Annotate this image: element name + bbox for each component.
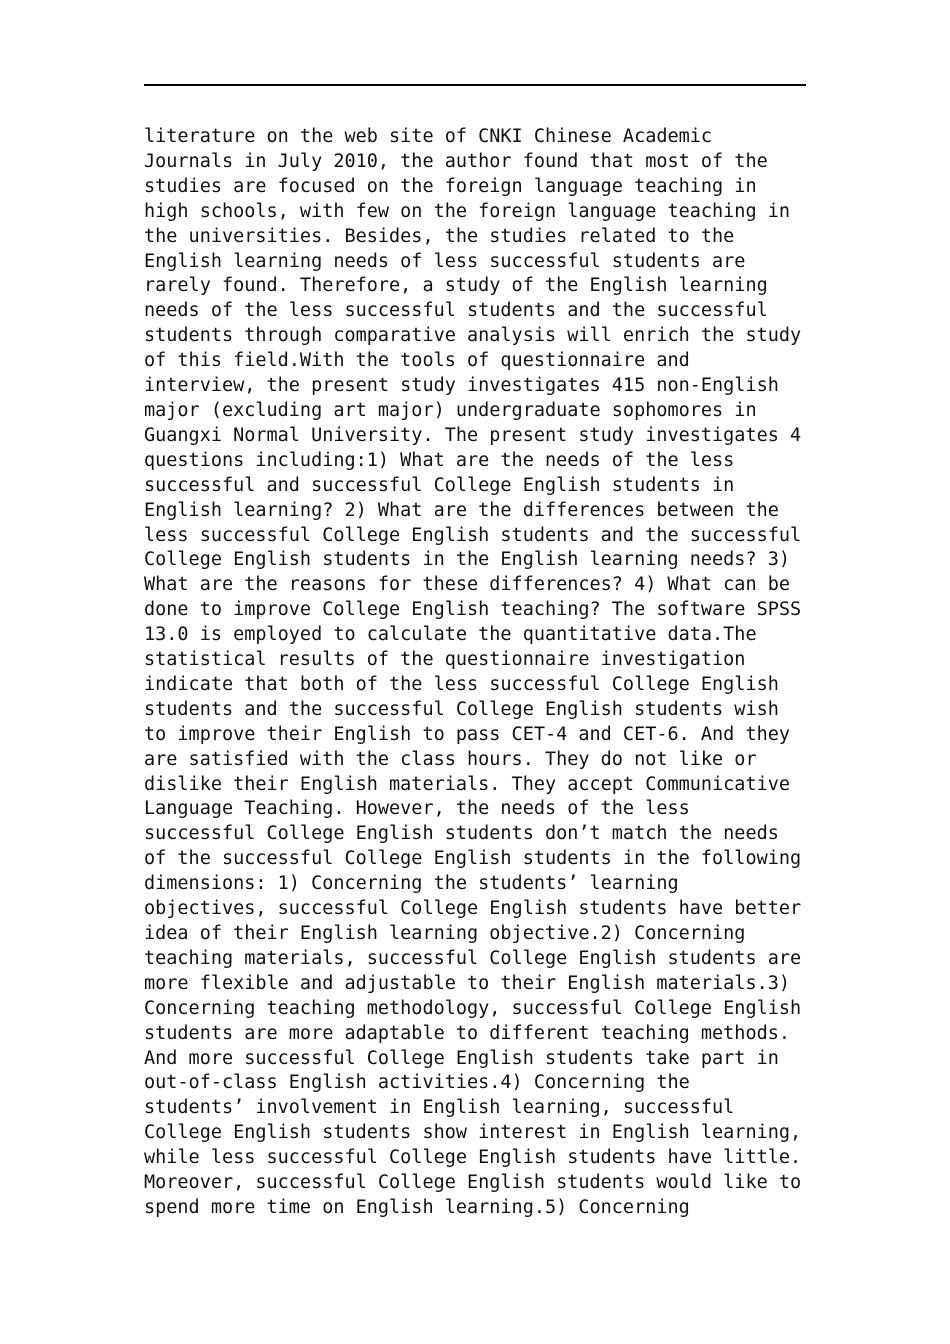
text-line: while less successful College English students have little. — [144, 1147, 802, 1169]
text-line: Language Teaching. However, the needs of the less — [144, 798, 690, 820]
text-line: done to improve College English teaching? The software SPSS — [144, 599, 802, 621]
header-rule — [144, 84, 806, 86]
text-line: indicate that both of the less successful College English — [144, 673, 779, 695]
text-line: successful and successful College English students in — [144, 474, 735, 496]
text-line: 13.0 is employed to calculate the quantitative data.The — [144, 624, 757, 646]
text-line: spend more time on English learning.5) Concerning — [144, 1196, 690, 1218]
text-line: literature on the web site of CNKI Chinese Academic — [144, 126, 713, 147]
text-line: teaching materials, successful College English students are — [144, 947, 802, 969]
text-line: are satisfied with the class hours. They do not like or — [144, 748, 757, 770]
text-line: dislike their English materials. They accept Communicative — [144, 773, 791, 795]
text-line: idea of their English learning objective.2) Concerning — [144, 923, 746, 944]
text-line: needs of the less successful students and the successful — [144, 300, 768, 322]
text-line: Concerning teaching methodology, successful College English — [144, 997, 802, 1019]
text-line: What are the reasons for these differences? 4) What can be — [144, 574, 791, 596]
text-line: of the successful College English students in the following — [144, 848, 802, 870]
text-line: the universities. Besides, the studies related to the — [144, 225, 735, 247]
text-line: students and the successful College English students wish — [144, 698, 779, 720]
text-line: more flexible and adjustable to their English materials.3) — [144, 972, 791, 994]
text-line: less successful College English students and the successful — [144, 524, 802, 546]
text-line: high schools, with few on the foreign language teaching in — [144, 200, 791, 222]
text-line: major (excluding art major) undergraduate sophomores in — [144, 399, 757, 421]
text-line: English learning needs of less successful students are — [144, 250, 746, 272]
text-line: College English students show interest in English learning, — [144, 1122, 802, 1144]
text-line: students are more adaptable to different teaching methods. — [144, 1022, 791, 1044]
text-line: objectives, successful College English students have better — [144, 898, 802, 920]
text-line: Journals in July 2010, the author found that most of the — [144, 150, 768, 172]
text-line: Moreover, successful College English students would like to — [144, 1172, 802, 1194]
text-line: out-of-class English activities.4) Concerning the — [144, 1072, 690, 1094]
text-line: dimensions: 1) Concerning the students’ learning — [144, 873, 679, 895]
text-line: of this field.With the tools of questionnaire and — [144, 350, 690, 372]
text-line: rarely found. Therefore, a study of the English learning — [144, 275, 768, 297]
text-line: students’ involvement in English learning, successful — [144, 1097, 735, 1119]
text-line: to improve their English to pass CET-4 and CET-6. And they — [144, 723, 791, 745]
text-line: And more successful College English students take part in — [144, 1047, 779, 1069]
text-line: questions including:1) What are the needs of the less — [144, 449, 735, 471]
text-line: English learning? 2) What are the differences between the — [144, 499, 779, 521]
text-line: students through comparative analysis will enrich the study — [144, 325, 802, 347]
text-line: interview, the present study investigates 415 non-English — [144, 375, 779, 397]
text-line: College English students in the English learning needs? 3) — [144, 549, 791, 571]
text-line: successful College English students don’t match the needs — [144, 823, 779, 845]
text-line: studies are focused on the foreign language teaching in — [144, 175, 757, 197]
text-line: statistical results of the questionnaire investigation — [144, 649, 746, 671]
body-paragraph — [144, 125, 806, 1221]
text-line: Guangxi Normal University. The present study investigates 4 — [144, 424, 802, 446]
